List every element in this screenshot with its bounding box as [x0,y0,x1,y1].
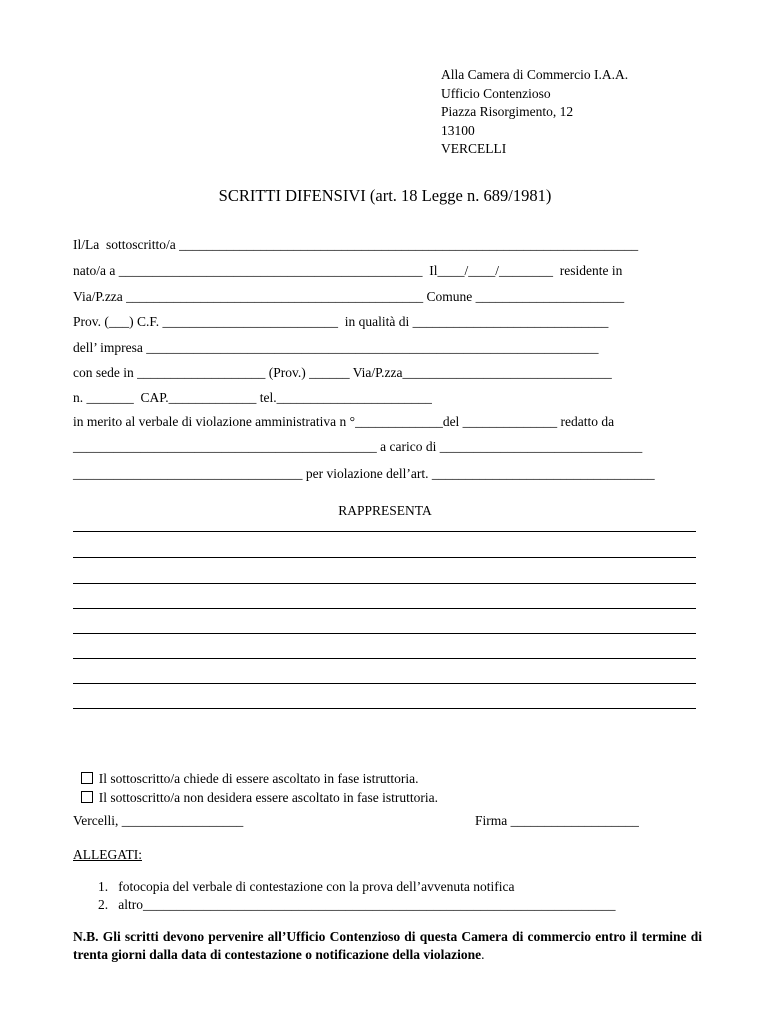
allegato-item-1: 1. fotocopia del verbale di contestazione con la prova dell’avvenuta notifica [98,879,515,894]
writing-line[interactable] [73,658,696,659]
field-sottoscritto[interactable]: Il/La sottoscritto/a ____________________________________________________________________ [73,237,639,252]
field-provincia-cf[interactable]: Prov. (___) C.F. __________________________ in qualità di _____________________________ [73,314,609,329]
allegato-item-2[interactable]: 2. altro______________________________________________________________________ [98,897,616,912]
recipient-line-2: Ufficio Contenzioso [441,85,551,101]
field-nascita[interactable]: nato/a a _____________________________________________ Il____/____/________ residente in [73,263,623,278]
allegati-heading: ALLEGATI: [73,847,142,862]
field-carico[interactable]: _____________________________________________ a carico di ______________________________ [73,439,643,454]
option-ascoltato-label: Il sottoscritto/a chiede di essere ascoltato in fase istruttoria. [98,771,419,786]
field-cap-tel[interactable]: n. _______ CAP._____________ tel._______________________ [73,390,432,405]
checkbox-non-ascoltato[interactable] [81,791,93,803]
option-non-ascoltato[interactable] [74,772,438,806]
writing-line[interactable] [73,583,696,584]
nota-bene-end: . [481,947,485,962]
recipient-line-1: Alla Camera di Commercio I.A.A. [441,67,629,82]
writing-line[interactable] [73,708,696,709]
field-firma[interactable]: Firma ___________________ [475,813,639,828]
nota-bene-text: Gli scritti devono pervenire all’Ufficio Contenzioso di questa Camera di commercio entro il termine di trenta giorni dalla data di contestazione o notificazione della violazione [73,929,702,962]
writing-line[interactable] [73,608,696,609]
nota-bene [73,928,702,964]
field-violazione[interactable]: __________________________________ per violazione dell’art. _________________________________ [73,466,655,481]
writing-line[interactable] [73,633,696,634]
option-non-ascoltato-label: Il sottoscritto/a non desidera essere ascoltato in fase istruttoria. [98,790,439,805]
nota-bene-label: N.B. [73,929,99,944]
field-sede[interactable]: con sede in ___________________ (Prov.) ______ Via/P.zza_______________________________ [73,365,612,380]
rappresenta-heading: RAPPRESENTA [338,503,432,518]
field-verbale[interactable]: in merito al verbale di violazione amministrativa n °_____________del ______________ redatto da [73,414,615,429]
writing-line[interactable] [73,531,696,532]
writing-line[interactable] [73,683,696,684]
recipient-line-3: Piazza Risorgimento, 12 [441,104,574,120]
field-indirizzo[interactable]: Via/P.zza ____________________________________________ Comune ______________________ [73,289,625,304]
document-title: SCRITTI DIFENSIVI (art. 18 Legge n. 689/1981) [218,186,552,205]
field-luogo-data[interactable]: Vercelli, __________________ [73,813,244,828]
recipient-line-5: VERCELLI [441,141,507,157]
field-impresa[interactable]: dell’ impresa ___________________________________________________________________ [73,340,599,355]
writing-line[interactable] [73,557,696,558]
recipient-line-4: 13100 [441,122,475,138]
recipient-address [441,66,628,159]
